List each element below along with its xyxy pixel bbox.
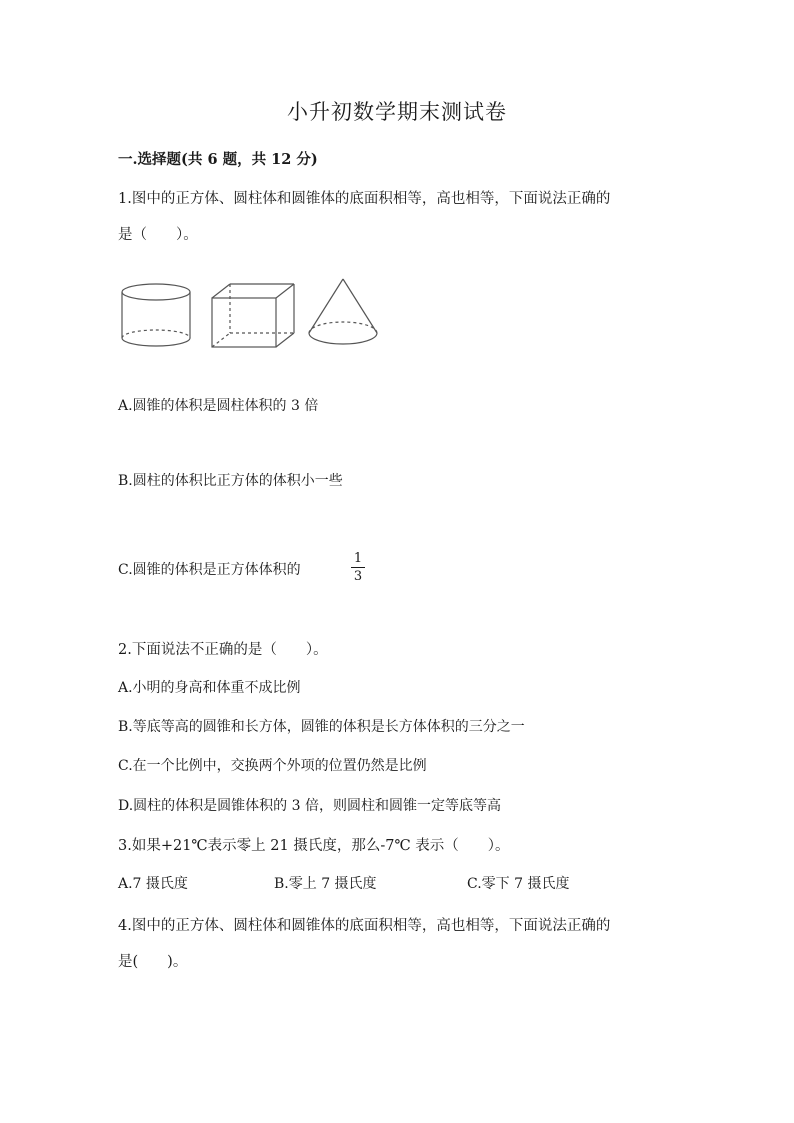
page-title: 小升初数学期末测试卷 [287,100,507,124]
q1-stem-line1: 1.图中的正方体、圆柱体和圆锥体的底面积相等，高也相等，下面说法正确的 [118,191,611,207]
q1-option-c: C.圆锥的体积是正方体体积的 [118,562,301,578]
q1-figure [118,274,388,354]
one-third-fraction [350,551,366,584]
q1-option-a: A.圆锥的体积是圆柱体积的 3 倍 [118,398,319,414]
fraction-numerator: 1 [353,551,363,566]
q4-stem-line2: 是( )。 [118,954,188,970]
q3-option-a: A.7 摄氏度 [118,876,188,892]
q2-stem: 2.下面说法不正确的是（ ）。 [118,642,328,658]
cylinder-icon [122,284,190,346]
q2-option-d: D.圆柱的体积是圆锥体积的 3 倍，则圆柱和圆锥一定等底等高 [118,798,501,814]
q4-stem-line1: 4.图中的正方体、圆柱体和圆锥体的底面积相等，高也相等，下面说法正确的 [118,918,611,934]
fraction-denominator: 3 [353,569,363,584]
section-heading: 一.选择题(共 6 题，共 12 分) [118,151,318,168]
cone-icon [309,279,377,344]
q2-option-c: C.在一个比例中，交换两个外项的位置仍然是比例 [118,758,427,774]
fraction-bar [351,567,365,568]
q3-stem: 3.如果+21℃表示零上 21 摄氏度，那么-7℃ 表示（ ）。 [118,838,510,854]
q1-stem-line2: 是（ ）。 [118,227,198,243]
q2-option-a: A.小明的身高和体重不成比例 [118,680,301,696]
q2-option-b: B.等底等高的圆锥和长方体，圆锥的体积是长方体体积的三分之一 [118,719,525,735]
cube-icon [212,284,294,347]
q3-option-b: B.零上 7 摄氏度 [274,876,377,892]
q1-option-b: B.圆柱的体积比正方体的体积小一些 [118,473,343,489]
q3-option-c: C.零下 7 摄氏度 [467,876,570,892]
